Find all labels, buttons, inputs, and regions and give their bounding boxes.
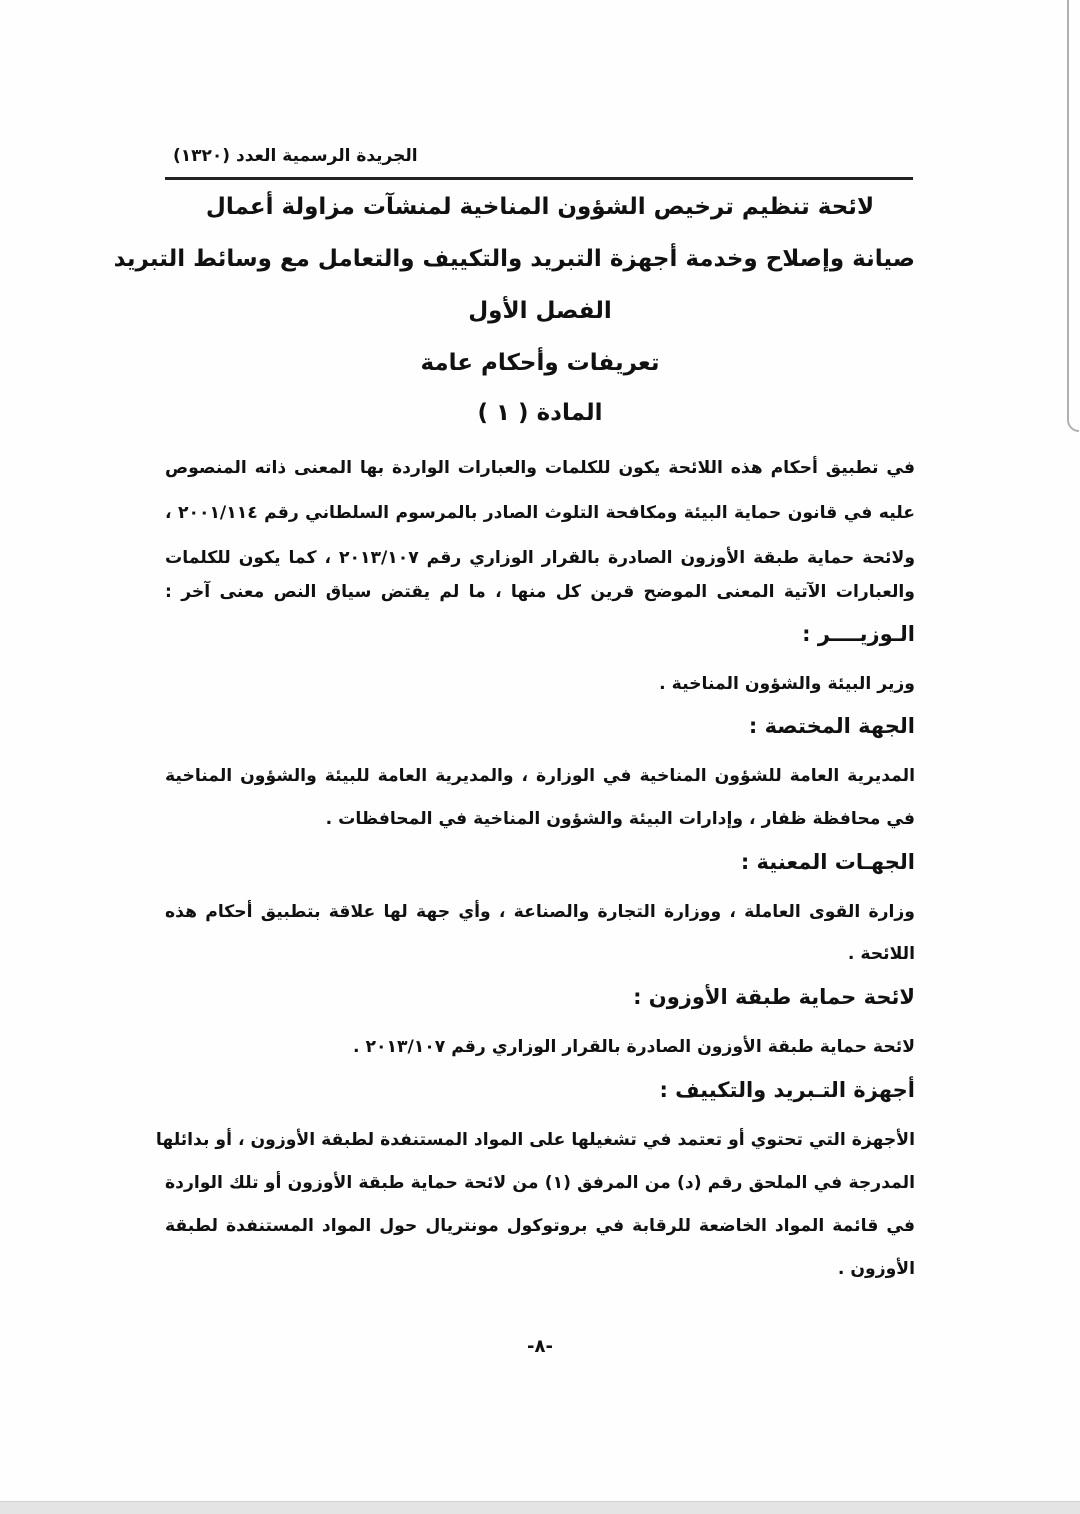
definition-term-minister: الـوزيــــر : xyxy=(802,622,915,646)
definition-term-refrigeration-equipment: أجهزة التـبريد والتكييف : xyxy=(659,1078,915,1102)
definition-text-ozone-regulation: لائحة حماية طبقة الأوزون الصادرة بالقرار الوزاري رقم ٢٠١٣/١٠٧ . xyxy=(352,1037,915,1057)
viewer-bottom-bar xyxy=(0,1501,1080,1514)
chapter-label: الفصل الأول xyxy=(468,298,612,324)
article-intro-line: عليه في قانون حماية البيئة ومكافحة التلوث الصادر بالمرسوم السلطاني رقم ٢٠٠١/١١٤ ، xyxy=(165,503,916,523)
page-number: -٨- xyxy=(527,1336,553,1357)
article-intro-line: في تطبيق أحكام هذه اللائحة يكون للكلمات والعبارات الواردة بها المعنى ذاته المنصوص xyxy=(165,458,915,478)
page-edge-border xyxy=(1067,0,1079,432)
definition-text-refrigeration-equipment: في قائمة المواد الخاضعة للرقابة في بروتوكول مونتريال حول المواد المستنفدة لطبقة xyxy=(165,1216,915,1236)
chapter-subtitle: تعريفات وأحكام عامة xyxy=(420,350,660,376)
gazette-header-text: الجريدة الرسمية العدد (١٣٢٠) xyxy=(173,146,418,166)
definition-term-ozone-regulation: لائحة حماية طبقة الأوزون : xyxy=(633,985,915,1009)
definition-text-refrigeration-equipment: المدرجة في الملحق رقم (د) من المرفق (١) من لائحة حماية طبقة الأوزون أو تلك الواردة xyxy=(165,1173,915,1193)
definition-term-competent-authority: الجهة المختصة : xyxy=(748,714,915,738)
article-label: المادة ( ١ ) xyxy=(477,400,603,426)
regulation-title-line-1: لائحة تنظيم ترخيص الشؤون المناخية لمنشآت مزاولة أعمال xyxy=(205,194,875,220)
definition-term-concerned-entities: الجهـات المعنية : xyxy=(740,850,915,874)
definition-text-competent-authority: في محافظة ظفار ، وإدارات البيئة والشؤون المناخية في المحافظات . xyxy=(325,809,915,829)
definition-text-concerned-entities: وزارة القوى العاملة ، ووزارة التجارة والصناعة ، وأي جهة لها علاقة بتطبيق أحكام هذه xyxy=(165,902,915,922)
regulation-title-line-2: صيانة وإصلاح وخدمة أجهزة التبريد والتكييف والتعامل مع وسائط التبريد xyxy=(113,246,915,272)
definition-text-refrigeration-equipment: الأوزون . xyxy=(837,1259,915,1279)
definition-text-refrigeration-equipment: الأجهزة التي تحتوي أو تعتمد في تشغيلها على المواد المستنفدة لطبقة الأوزون ، أو بدائلها xyxy=(155,1130,915,1150)
gazette-header xyxy=(165,146,913,180)
definition-text-minister: وزير البيئة والشؤون المناخية . xyxy=(659,674,915,694)
article-intro-line: ولائحة حماية طبقة الأوزون الصادرة بالقرار الوزاري رقم ٢٠١٣/١٠٧ ، كما يكون للكلمات xyxy=(165,548,915,568)
article-intro-line: والعبارات الآتية المعنى الموضح قرين كل منها ، ما لم يقتض سياق النص معنى آخر : xyxy=(165,582,915,602)
definition-text-competent-authority: المديرية العامة للشؤون المناخية في الوزارة ، والمديرية العامة للبيئة والشؤون المناخية xyxy=(165,766,915,786)
definition-text-concerned-entities: اللائحة . xyxy=(847,944,915,964)
